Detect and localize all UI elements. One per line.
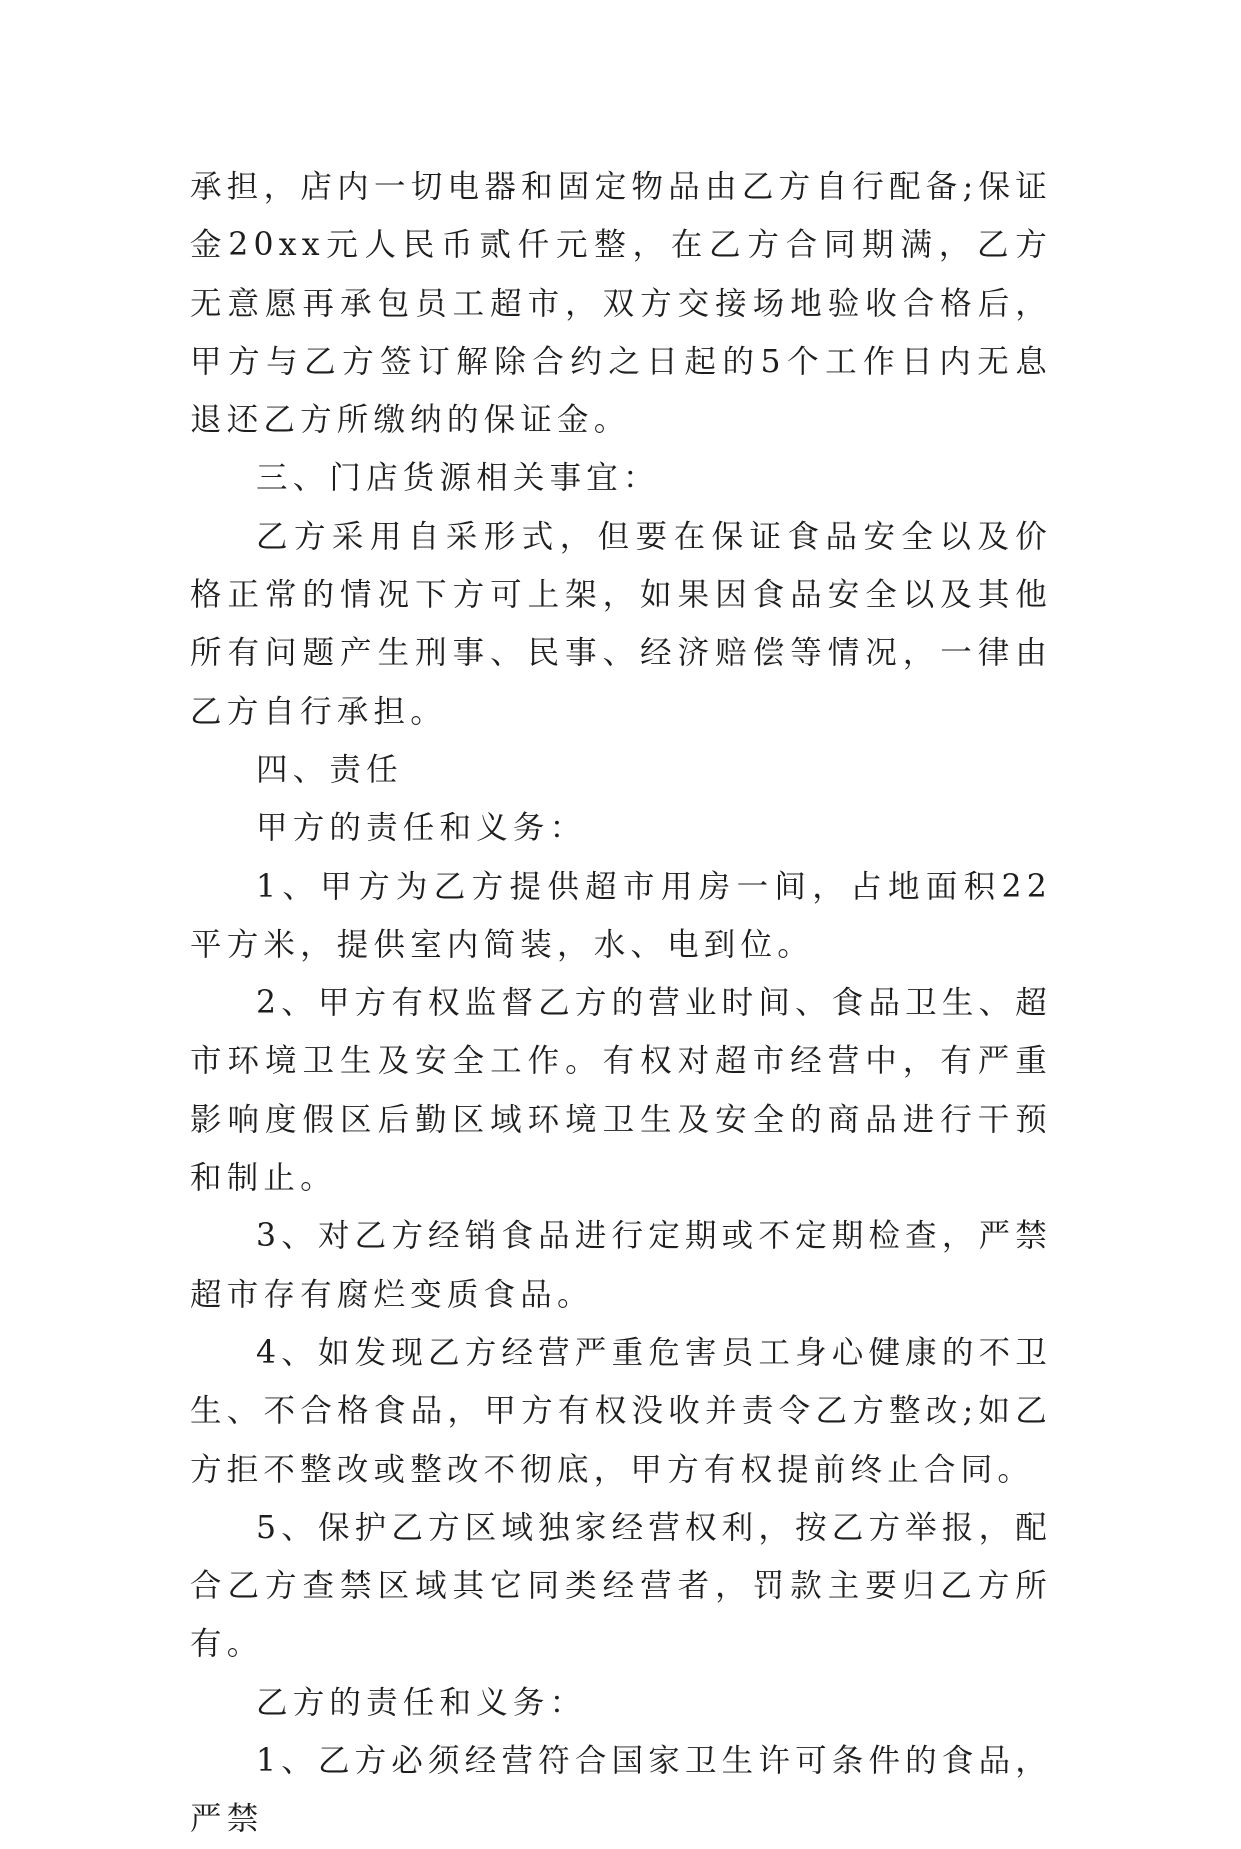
heading-store-supply: 三、门店货源相关事宜：	[256, 460, 660, 497]
party-a-item-5: 5、保护乙方区域独家经营权利，按乙方举报，配合乙方查禁区域其它同类经营者，罚款主要归乙方所有。	[190, 1509, 1052, 1663]
party-a-item-4: 4、如发现乙方经营严重危害员工身心健康的不卫生、不合格食品，甲方有权没收并责令乙方整改;如乙方拒不整改或整改不彻底，甲方有权提前终止合同。	[190, 1334, 1052, 1488]
party-b-item-1: 1、乙方必须经营符合国家卫生许可条件的食品，严禁	[190, 1743, 1052, 1838]
party-a-item-2: 2、甲方有权监督乙方的营业时间、食品卫生、超市环境卫生及安全工作。有权对超市经营中，有严重影响度假区后勤区域环境卫生及安全的商品进行干预和制止。	[190, 985, 1052, 1197]
heading-responsibilities: 四、责任	[256, 751, 403, 788]
party-a-item-3: 3、对乙方经销食品进行定期或不定期检查，严禁超市存有腐烂变质食品。	[190, 1218, 1052, 1313]
paragraph-deposit-terms: 承担，店内一切电器和固定物品由乙方自行配备;保证金20xx元人民币贰仟元整，在乙方合同期满，乙方无意愿再承包员工超市，双方交接场地验收合格后，甲方与乙方签订解除合约之日起的5个工作日内无息退还乙方所缴纳的保证金。	[190, 169, 1052, 439]
party-a-item-1: 1、甲方为乙方提供超市用房一间，占地面积22平方米，提供室内简装，水、电到位。	[190, 868, 1052, 963]
paragraph-self-procurement: 乙方采用自采形式，但要在保证食品安全以及价格正常的情况下方可上架，如果因食品安全以及其他所有问题产生刑事、民事、经济赔偿等情况，一律由乙方自行承担。	[190, 518, 1052, 730]
heading-party-a-duties: 甲方的责任和义务：	[256, 810, 587, 847]
heading-party-b-duties: 乙方的责任和义务：	[256, 1684, 587, 1721]
document-body	[190, 158, 1052, 1849]
